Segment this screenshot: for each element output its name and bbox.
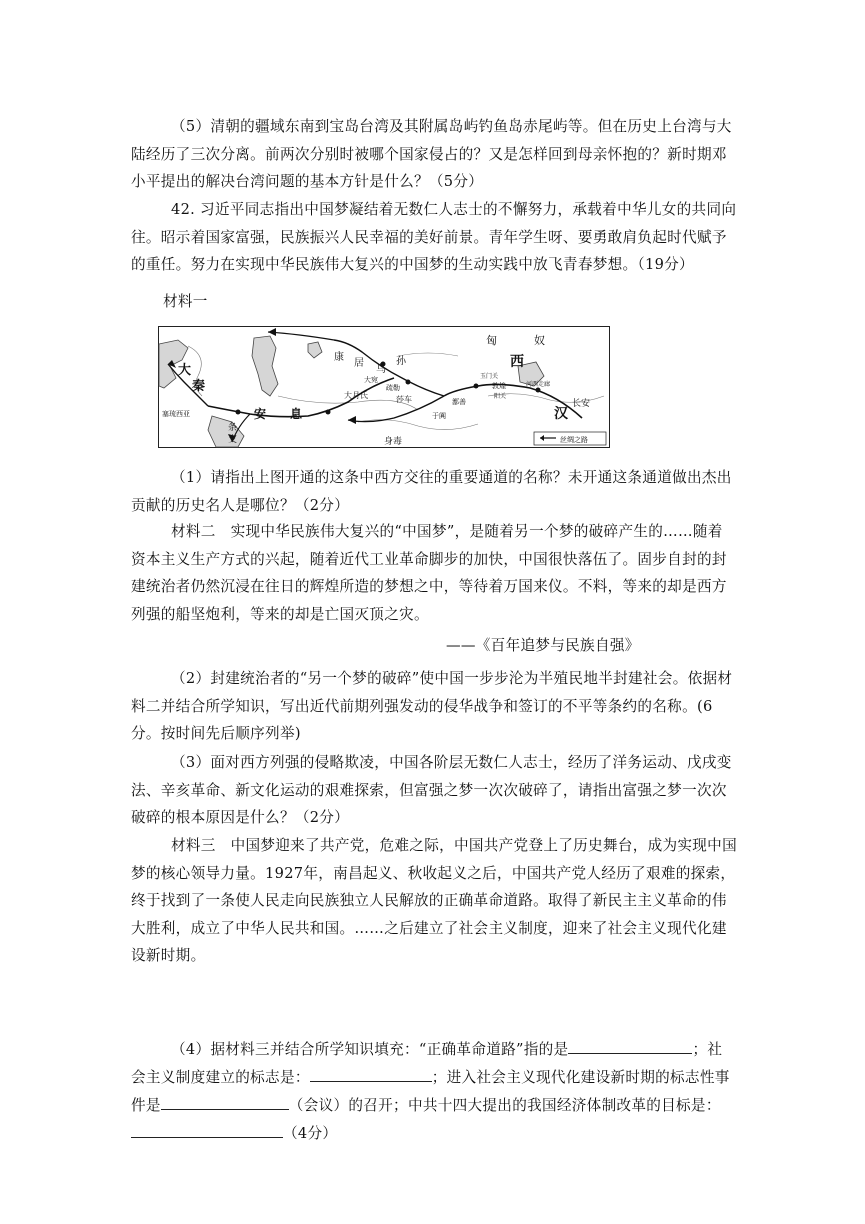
map-label-xi: 西 (510, 354, 524, 370)
map-label-yangguan: 阳关 (494, 393, 507, 400)
map-label-tiaozhi-2: 支 (228, 435, 238, 445)
q42-part3: （3）面对西方列强的侵略欺凌，中国各阶层无数仁人志士，经历了洋务运动、戊戌变法、辛亥革命、新文化运动的艰难探索，但富强之梦一次次破碎了，请指出富强之梦一次次破碎的根本原因是什么？（2分） (131, 754, 732, 826)
q42-material3: 材料三 中国梦迎来了共产党，危难之际，中国共产党登上了历史舞台，成为实现中国梦的核心领导力量。1927年，南昌起义、秋收起义之后，中国共产党人经历了艰难的探索，终于找到了一条使人民走向民族独立人民解放的正确革命道路。取得了新民主主义革命的伟大胜利，成立了中华人民共和国。……之后建立了社会主义制度，迎来了社会主义现代化建设新时期。 (131, 837, 737, 964)
part4-text-e: 件是 (131, 1097, 161, 1114)
silk-road-map (158, 326, 610, 448)
map-legend-label: 丝绸之路 (560, 436, 588, 444)
part4-text-b: ；社 (692, 1041, 723, 1058)
map-label-dayuezhi: 大月氏 (344, 391, 368, 400)
map-label-daqin-2: 秦 (192, 379, 206, 394)
map-label-yumenguan: 玉门关 (480, 373, 499, 380)
map-label-wusun-2: 孙 (396, 356, 406, 367)
q42-part2: （2）封建统治者的“另一个梦的破碎”使中国一步步沦为半殖民地半封建社会。依据材料二并结合所学知识，写出近代前期列强发动的侵华战争和签订的不平等条约的名称。(6分。按时间先后顺序列举) (131, 670, 733, 742)
q42-part4-line3 (131, 1094, 737, 1115)
q42-part1: （1）请指出上图开通的这条中西方交往的重要通道的名称？未开通这条通道做出杰出贡献的历史名人是哪位？（2分） (131, 469, 732, 514)
part4-text-f: （会议）的召开；中共十四大提出的我国经济体制改革的目标是： (288, 1097, 721, 1114)
map-label-kangju-1: 康 (334, 352, 344, 363)
answer-blank-meeting[interactable] (161, 1094, 289, 1110)
map-label-shache: 莎车 (396, 395, 412, 404)
map-label-xiongnu-1: 匈 (486, 334, 497, 347)
map-label-shendu: 身毒 (384, 437, 403, 447)
q42-intro: 42. 习近平同志指出中国梦凝结着无数仁人志士的不懈努力，承载着中华儿女的共同向往。昭示着国家富强，民族振兴人民幸福的美好前景。青年学生呀、要勇敢肩负起时代赋予的重任。努力在实现中华民族伟大复兴的中国梦的生动实践中放飞青春梦想。（19分） (131, 201, 737, 273)
answer-blank-revolution-road[interactable] (568, 1038, 692, 1054)
map-label-dunhuang: 敦煌 (492, 382, 506, 390)
map-label-tiaozhi-1: 条 (228, 423, 238, 433)
map-label-shule: 疏勒 (386, 384, 400, 392)
answer-blank-economic-goal[interactable] (131, 1122, 283, 1138)
map-label-xiongnu-2: 奴 (534, 334, 545, 347)
q42-part4-line1 (171, 1038, 737, 1059)
q42-material2: 材料二 实现中华民族伟大复兴的“中国梦”，是随着另一个梦的破碎产生的……随着资本主义生产方式的兴起，随着近代工业革命脚步的加快，中国很快落伍了。固步自封的封建统治者仍然沉浸在往日的辉煌所造的梦想之中，等待着万国来仪。不料，等来的却是西方列强的船坚炮利，等来的却是亡国灭顶之灾。 (131, 523, 727, 623)
map-label-daqin-1: 大 (178, 363, 192, 378)
map-label-shanshan: 鄯善 (452, 398, 466, 406)
map-label-han: 汉 (554, 406, 568, 422)
part4-text-a: （4）据材料三并结合所学知识填充：“正确革命道路”指的是 (171, 1041, 569, 1058)
map-label-wusun-1: 乌 (376, 364, 386, 375)
map-label-yutian: 于阗 (432, 412, 446, 420)
map-label-anxi-1: 安 (254, 407, 267, 421)
map-label-anxi-2: 息 (290, 407, 303, 421)
part4-text-g: （4分） (283, 1125, 338, 1142)
answer-blank-socialism-mark[interactable] (310, 1066, 432, 1082)
map-label-hexi: 河西走廊 (526, 381, 551, 388)
map-label-dayuan: 大宛 (364, 376, 378, 384)
map-label-kangju-2: 居 (354, 358, 364, 369)
q42-part4-line2 (131, 1066, 737, 1087)
map-label-sailuxixi: 塞琉西亚 (162, 410, 190, 418)
part4-text-c: 会主义制度建立的标志是： (131, 1069, 310, 1086)
material2-source: ——《百年追梦与民族自强》 (446, 637, 640, 654)
q41-part5: （5）清朝的疆域东南到宝岛台湾及其附属岛屿钓鱼岛赤尾屿等。但在历史上台湾与大陆经历了三次分离。前两次分别时被哪个国家侵占的？又是怎样回到母亲怀抱的？新时期邓小平提出的解决台湾问题的基本方针是什么？（5分） (131, 118, 732, 190)
material1-label: 材料一 (163, 293, 208, 310)
q42-part4-line4 (131, 1122, 737, 1143)
part4-text-d: ；进入社会主义现代化建设新时期的标志性事 (431, 1069, 730, 1086)
map-label-changan: 长安 (572, 399, 591, 409)
